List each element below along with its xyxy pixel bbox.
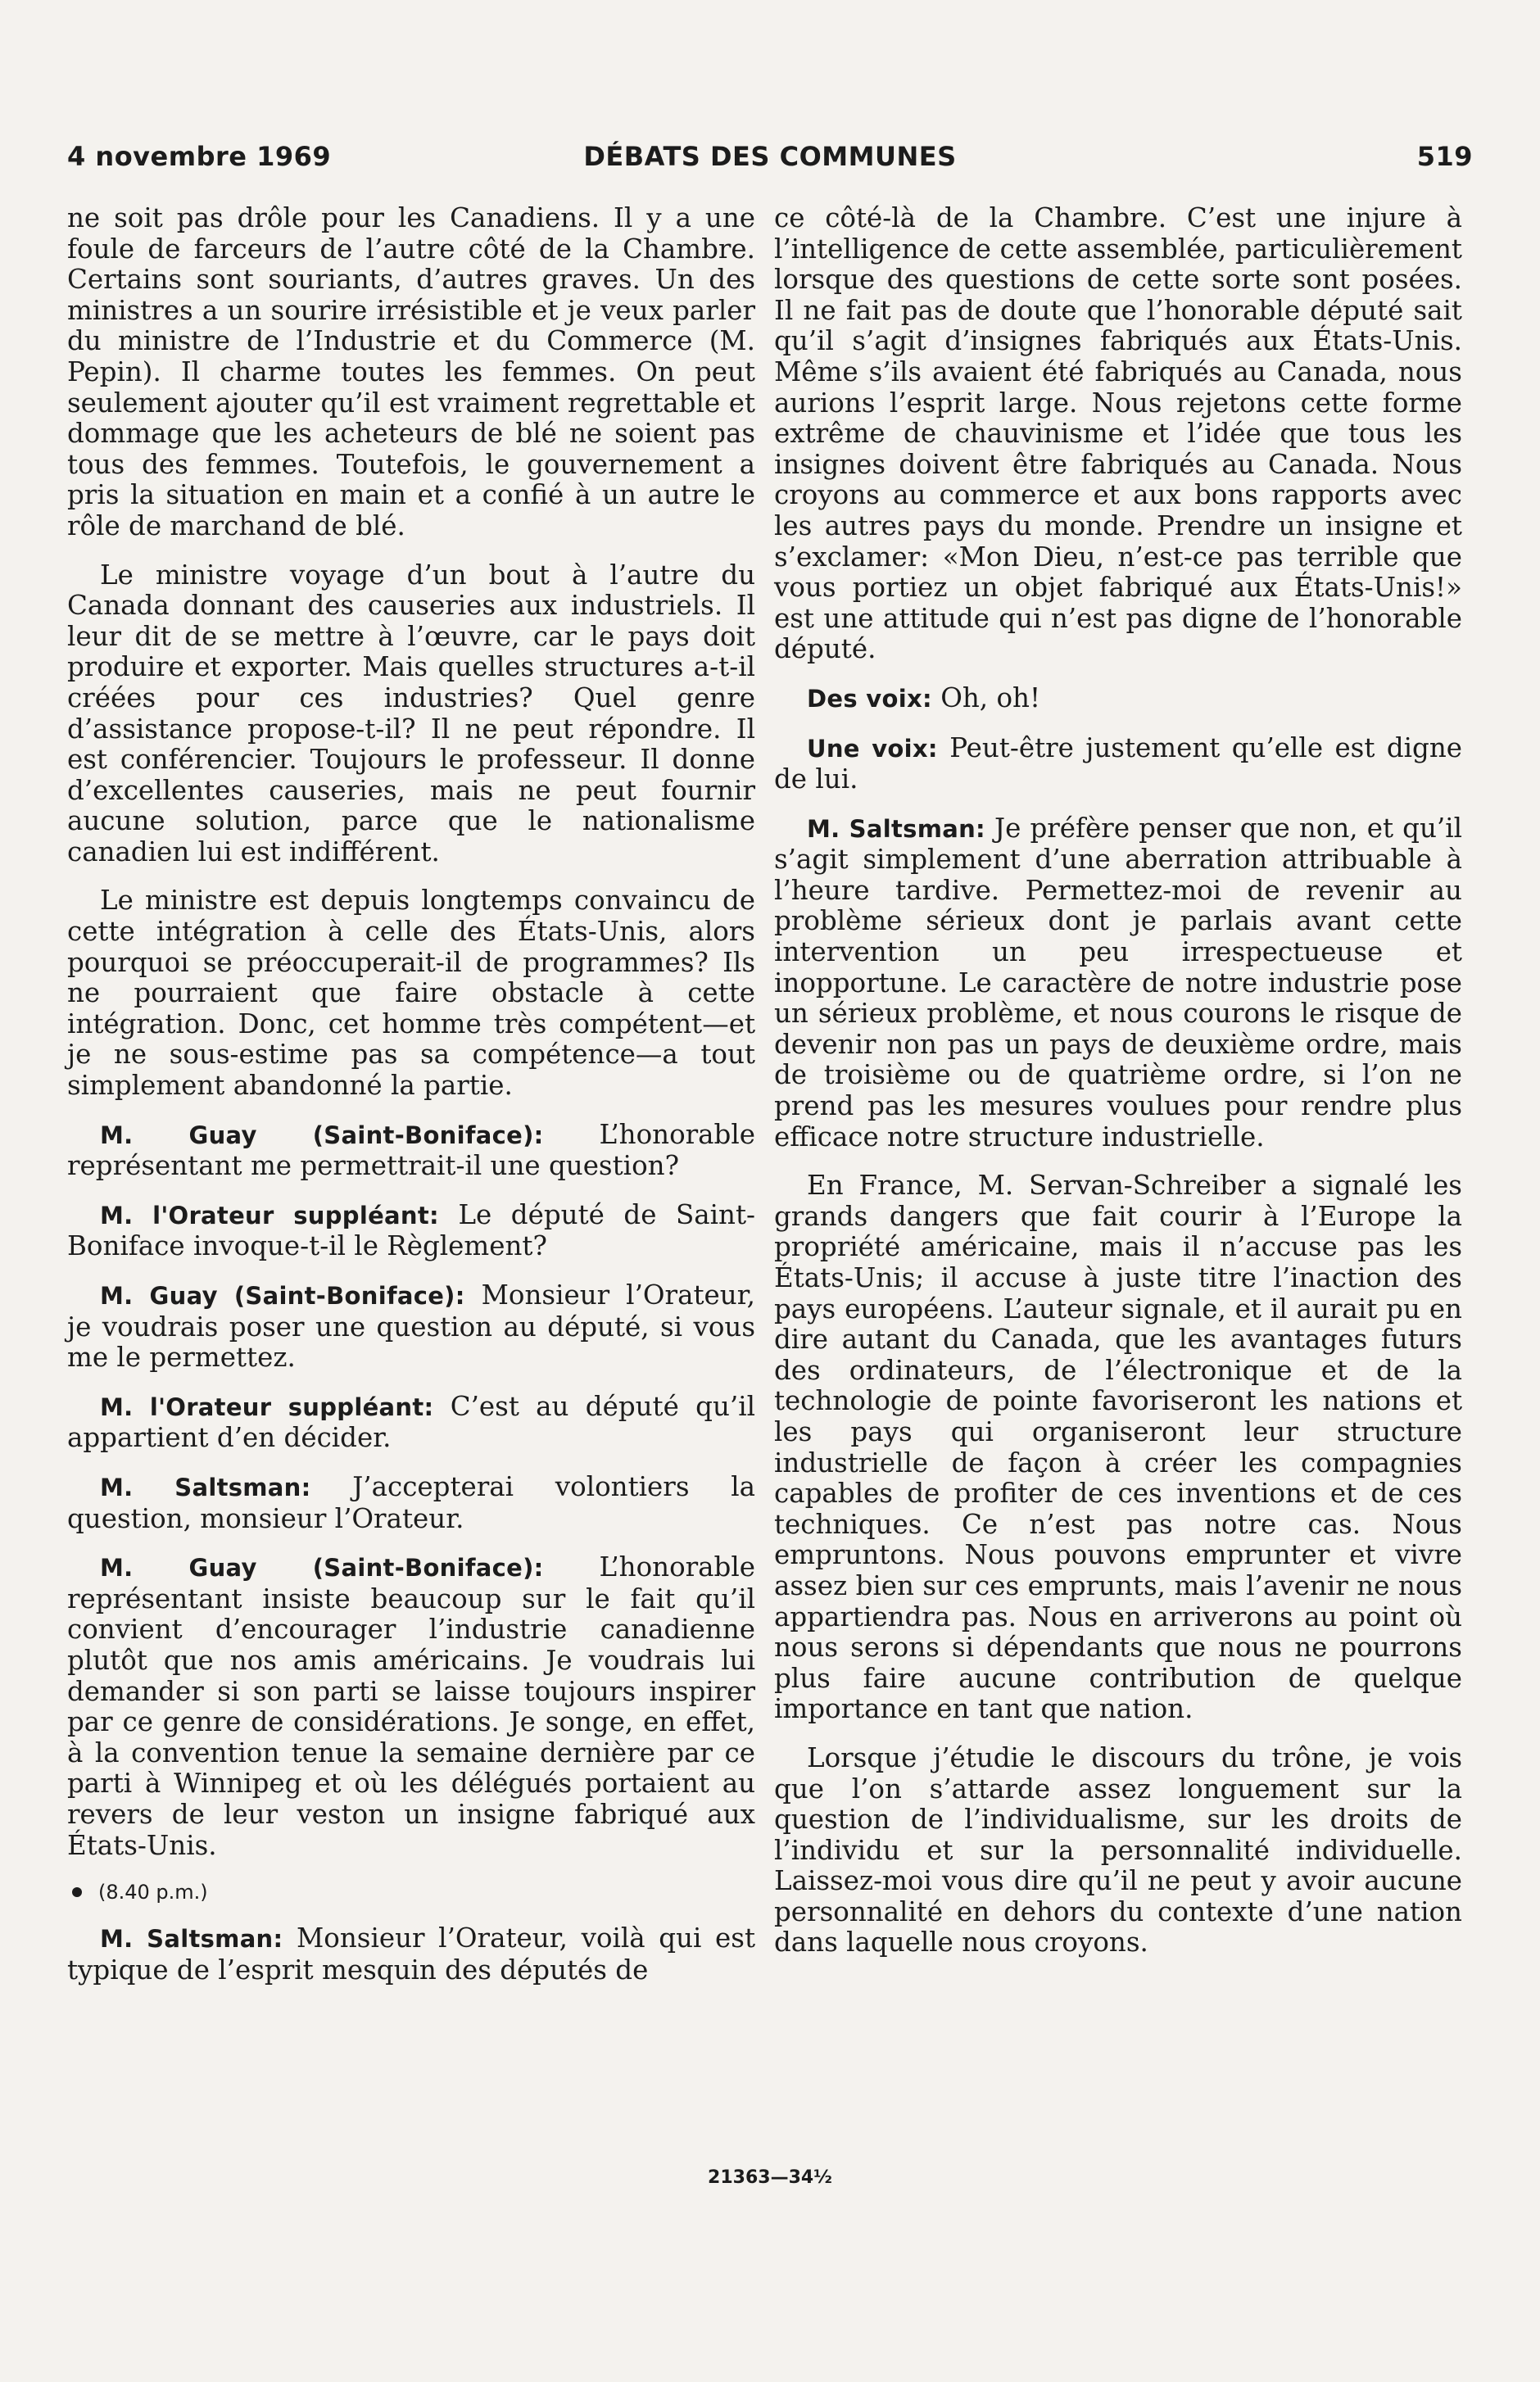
- speaker-name: M. Guay (Saint-Boniface):: [100, 1554, 544, 1583]
- paragraph: M. Guay (Saint-Boniface): Monsieur l’Orateur, je voudrais poser une question au député, si vous me le permettez.: [67, 1279, 755, 1374]
- paragraph: ne soit pas drôle pour les Canadiens. Il y a une foule de farceurs de l’autre côté de la Chambre. Certains sont souriants, d’autres graves. Un des ministres a un sourire irrésistible et je veux parler du ministre de l’Industrie et du Commerce (M. Pepin). Il charme toutes les femmes. On peut seulement ajouter qu’il est vraiment regrettable et dommage que les acheteurs de blé ne soient pas tous des femmes. Toutefois, le gouvernement a pris la situation en main et a confié à un autre le rôle de marchand de blé.: [67, 202, 755, 541]
- speaker-name: M. Saltsman:: [100, 1473, 311, 1501]
- speaker-name: M. l'Orateur suppléant:: [100, 1201, 439, 1229]
- paragraph: Des voix: Oh, oh!: [807, 682, 1041, 713]
- page-header: [67, 141, 1473, 182]
- speaker-name: M. Guay (Saint-Boniface):: [100, 1121, 544, 1149]
- paragraph: Le ministre voyage d’un bout à l’autre du Canada donnant des causeries aux industriels. Il leur dit de se mettre à l’œuvre, car le pays doit produire et exporter. Mais quelles structures a-t-il créées pour ces industries? Quel genre d’assistance propose-t-il? Il ne peut répondre. Il est conférencier. Toujours le professeur. Il donne d’excellentes causeries, mais ne peut fournir aucune solution, parce que le nationalisme canadien lui est indifférent.: [67, 559, 755, 867]
- header-page-number: 519: [1416, 141, 1473, 172]
- speaker-name: Des voix:: [807, 684, 932, 713]
- paragraph: M. Saltsman: J’accepterai volontiers la question, monsieur l’Orateur.: [67, 1470, 756, 1534]
- paragraph: M. l'Orateur suppléant: Le député de Saint-Boniface invoque-t-il le Règlement?: [67, 1198, 755, 1262]
- speaker-name: M. Guay (Saint-Boniface):: [100, 1282, 465, 1310]
- paragraph: M. l'Orateur suppléant: C’est au député qu’il appartient d’en décider.: [67, 1390, 755, 1454]
- speaker-name: M. Saltsman:: [100, 1925, 283, 1954]
- time-note: (8.40 p.m.): [67, 1879, 755, 1905]
- header-date: 4 novembre 1969: [67, 141, 332, 172]
- bullet-icon: [72, 1887, 82, 1897]
- paragraph: M. Guay (Saint-Boniface): L’honorable représentant me permettrait-il une question?: [67, 1118, 755, 1182]
- speaker-name: M. Saltsman:: [807, 814, 985, 843]
- left-column: [67, 203, 755, 2004]
- speaker-name: M. l'Orateur suppléant:: [100, 1393, 434, 1421]
- paragraph: Une voix: Peut-être justement qu’elle est digne de lui.: [774, 731, 1462, 795]
- paragraph: Lorsque j’étudie le discours du trône, je vois que l’on s’attarde assez longuement sur la question de l’individualisme, sur les droits de l’individu et sur la personnalité individuelle. Laissez-moi vous dire qu’il ne peut y avoir aucune personnalité en dehors du contexte d’une nation dans laquelle nous croyons.: [774, 1741, 1462, 1959]
- page-footer-signature: 21363—34½: [708, 2167, 832, 2188]
- paragraph: ce côté-là de la Chambre. C’est une injure à l’intelligence de cette assemblée, particulièrement lorsque des questions de cette sorte sont posées. Il ne fait pas de doute que l’honorable député sait qu’il s’agit d’insignes fabriqués aux États-Unis. Même s’ils avaient été fabriqués au Canada, nous aurions l’esprit large. Nous rejetons cette forme extrême de chauvinisme et l’idée que tous les insignes doivent être fabriqués au Canada. Nous croyons au commerce et aux bons rapports avec les autres pays du monde. Prendre un insigne et s’exclamer: «Mon Dieu, n’est-ce pas terrible que vous portiez un objet fabriqué aux États-Unis!» est une attitude qui n’est pas digne de l’honorable député.: [774, 202, 1462, 665]
- header-title: DÉBATS DES COMMUNES: [583, 141, 957, 172]
- paragraph: M. Saltsman: Monsieur l’Orateur, voilà qui est typique de l’esprit mesquin des députés de: [67, 1922, 755, 1986]
- paragraph: M. Guay (Saint-Boniface): L’honorable représentant insiste beaucoup sur le fait qu’il convient d’encourager l’industrie canadienne plutôt que nos amis américains. Je voudrais lui demander si son parti se laisse toujours inspirer par ce genre de considérations. Je songe, en effet, à la convention tenue la semaine dernière par ce parti à Winnipeg et où les délégués portaient au revers de leur veston un insigne fabriqué aux États-Unis.: [67, 1551, 755, 1861]
- paragraph: Le ministre est depuis longtemps convaincu de cette intégration à celle des États-Unis, alors pourquoi se préoccuperait-il de programmes? Ils ne pourraient que faire obstacle à cette intégration. Donc, cet homme très compétent—et je ne sous-estime pas sa compétence—a tout simplement abandonné la partie.: [67, 885, 755, 1102]
- paragraph: M. Saltsman: Je préfère penser que non, et qu’il s’agit simplement d’une aberration attribuable à l’heure tardive. Permettez-moi de revenir au problème sérieux dont je parlais avant cette intervention un peu irrespectueuse et inopportune. Le caractère de notre industrie pose un sérieux problème, et nous courons le risque de devenir non pas un pays de deuxième ordre, mais de troisième ou de quatrième ordre, si l’on ne prend pas les mesures voulues pour rendre plus efficace notre structure industrielle.: [774, 812, 1462, 1153]
- right-column: [774, 203, 1462, 1977]
- speaker-name: Une voix:: [807, 734, 938, 763]
- paragraph: En France, M. Servan-Schreiber a signalé les grands dangers que fait courir à l’Europe la propriété américaine, mais il n’accuse pas les États-Unis; il accuse à juste titre l’inaction des pays européens. L’auteur signale, et il aurait pu en dire autant du Canada, que les avantages futurs des ordinateurs, de l’électronique et de la technologie de pointe favoriseront les nations et les pays qui organiseront leur structure industrielle de façon à créer les compagnies capables de profiter de ces inventions et de ces techniques. Ce n’est pas notre cas. Nous empruntons. Nous pouvons emprunter et vivre assez bien sur ces emprunts, mais l’avenir ne nous appartiendra pas. Nous en arriverons au point où nous serons si dépendants que nous ne pourrons plus faire aucune contribution de quelque importance en tant que nation.: [774, 1170, 1462, 1725]
